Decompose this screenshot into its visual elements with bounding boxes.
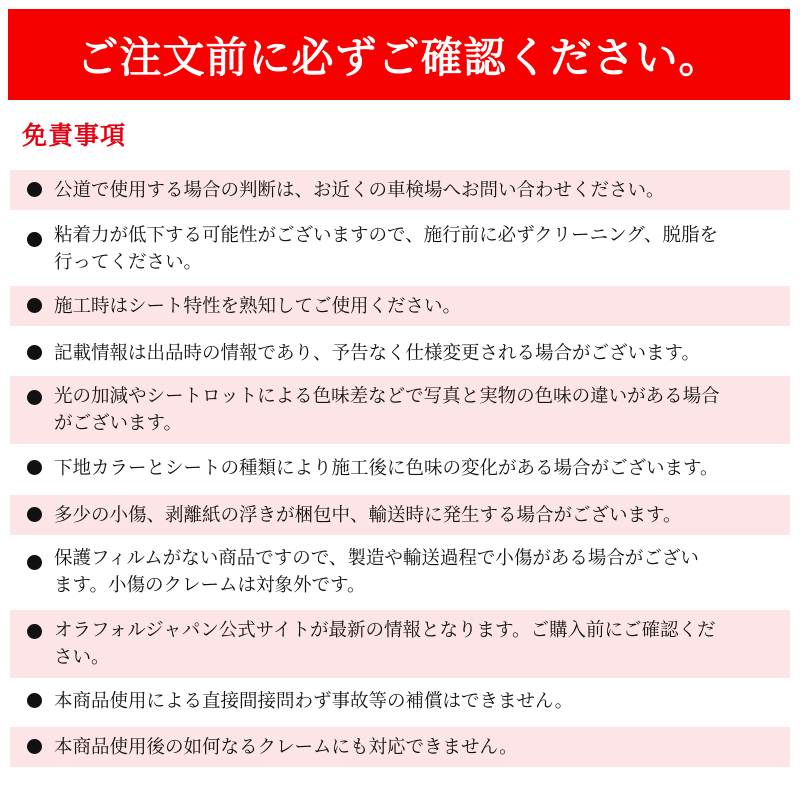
bullet-icon [27,507,42,522]
item-text: 施工時はシート特性を熟知してご使用ください。 [54,295,462,317]
bullet-icon [27,739,42,754]
item-text: 公道で使用する場合の判断は、お近くの車検場へお問い合わせください。 [54,179,665,201]
header-banner [8,9,790,100]
list-item [10,610,790,678]
item-text: 保護フィルムがない商品ですので、製造や輸送過程で小傷がある場合がござい ます。小傷のクレームは対象外です。 [54,548,699,596]
bullet-icon [27,298,42,313]
list-item [10,218,790,280]
item-text: 本商品使用後の如何なるクレームにも対応できません。 [54,736,518,758]
list-item [10,495,790,535]
list-item [10,376,790,444]
bullet-icon [27,390,42,405]
bullet-icon [27,232,42,247]
list-item [10,448,790,488]
list-item [10,333,790,373]
item-text: 多少の小傷、剥離紙の浮きが梱包中、輸送時に発生する場合がございます。 [54,504,682,526]
banner-title: ご注文前に必ずご確認ください。 [76,32,722,82]
bullet-icon [27,345,42,360]
list-item [10,681,790,721]
list-item [10,541,790,603]
bullet-icon [27,182,42,197]
list-item [10,286,790,326]
list-item [10,727,790,767]
bullet-icon [27,693,42,708]
item-text: 下地カラーとシートの種類により施工後に色味の変化がある場合がございます。 [54,457,719,479]
section-title: 免責事項 [22,121,127,150]
item-text: オラフォルジャパン公式サイトが最新の情報となります。ご購入前にご確認くだ さい。 [54,620,716,668]
bullet-icon [27,555,42,570]
item-text: 本商品使用による直接間接問わず事故等の補償はできません。 [54,690,574,712]
bullet-icon [27,460,42,475]
list-item [10,170,790,210]
item-text: 記載情報は出品時の情報であり、予告なく仕様変更される場合がございます。 [54,342,701,364]
item-text: 光の加減やシートロットによる色味差などで写真と実物の色味の違いがある場合 がございます。 [54,386,720,434]
bullet-icon [27,624,42,639]
item-text: 粘着力が低下する可能性がございますので、施行前に必ずクリーニング、脱脂を 行ってください。 [54,225,718,273]
